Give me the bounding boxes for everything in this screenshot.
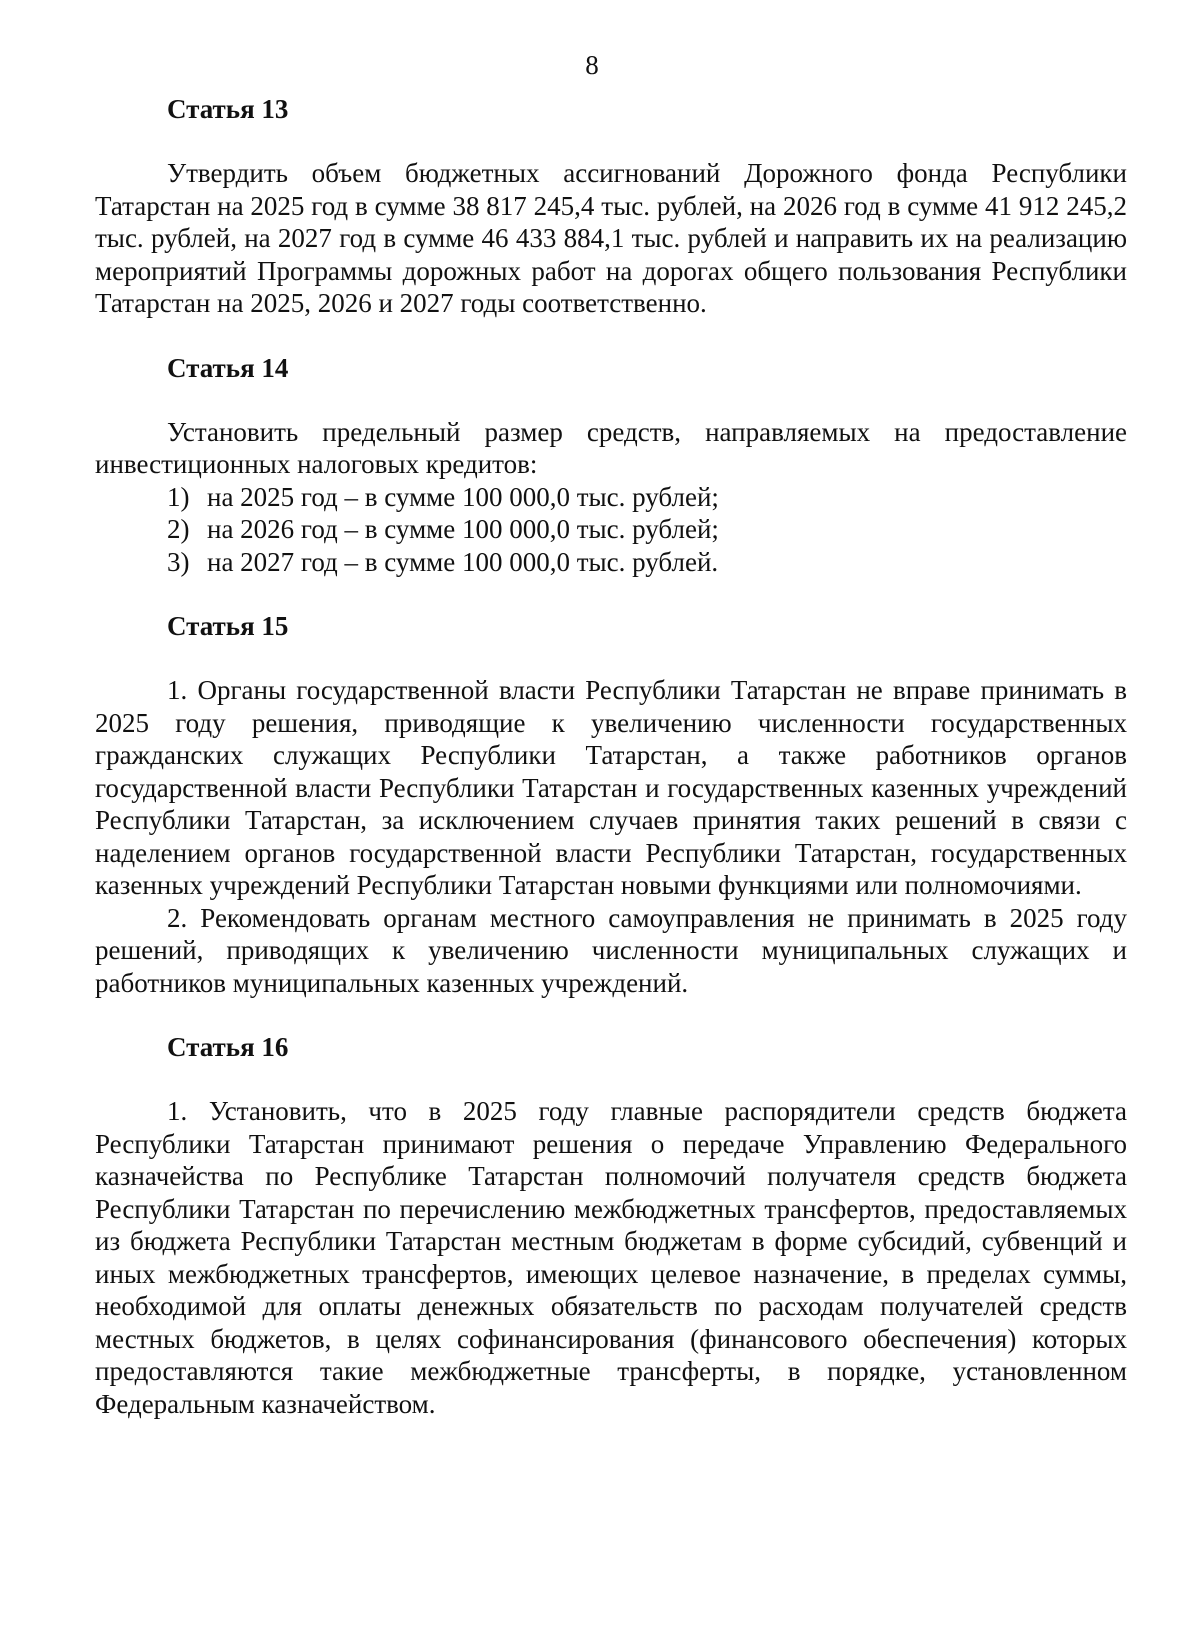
article-paragraph: 1. Установить, что в 2025 году главные распорядители средств бюджета Республики Татарстан принимают решения о передаче Управлению Федерального казначейства по Республике Татарстан полномочий получателя средств бюджета Республики Татарстан по перечислению межбюджетных трансфертов, предоставляемых из бюджета Республики Татарстан местным бюджетам в форме субсидий, субвенций и иных межбюджетных трансфертов, имеющих целевое назначение, в пределах суммы, необходимой для оплаты денежных обязательств по расходам получателей средств местных бюджетов, в целях софинансирования (финансового обеспечения) которых предоставляются такие межбюджетные трансферты, в порядке, установленном Федеральным казначейством. [95,1096,1127,1419]
article-paragraph: 1. Органы государственной власти Республики Татарстан не вправе принимать в 2025 году решения, приводящие к увеличению численности государственных гражданских служащих Республики Татарстан, а также работников органов государственной власти Республики Татарстан и государственных казенных учреждений Республики Татарстан, за исключением случаев принятия таких решений в связи с наделением органов государственной власти Республики Татарстан, государственных казенных учреждений Республики Татарстан новыми функциями или полномочиями. [95,675,1127,900]
document-body [95,93,1127,1420]
article-title: Статья 16 [167,1032,289,1062]
numbered-list [95,481,1127,579]
article-16 [95,1031,1127,1420]
list-item [167,481,1127,514]
article-title: Статья 14 [167,352,289,383]
list-item-number: 1) [167,481,190,512]
list-item [167,513,1127,546]
article-paragraph: Установить предельный размер средств, направляемых на предоставление инвестиционных налоговых кредитов: [95,416,1127,479]
list-item [167,546,1127,579]
list-item-text: на 2026 год – в сумме 100 000,0 тыс. рублей; [207,514,719,544]
article-14 [95,352,1127,579]
list-item-text: на 2025 год – в сумме 100 000,0 тыс. рублей; [207,481,719,512]
list-item-number: 3) [167,546,190,577]
article-title: Статья 13 [167,94,289,124]
page-number: 8 [585,50,599,80]
article-paragraph: 2. Рекомендовать органам местного самоуправления не принимать в 2025 году решений, приводящих к увеличению численности муниципальных служащих и работников муниципальных казенных учреждений. [95,902,1127,998]
article-15 [95,610,1127,999]
article-13 [95,93,1127,320]
article-paragraph: Утвердить объем бюджетных ассигнований Дорожного фонда Республики Татарстан на 2025 год в сумме 38 817 245,4 тыс. рублей, на 2026 год в сумме 41 912 245,2 тыс. рублей, на 2027 год в сумме 46 433 884,1 тыс. рублей и направить их на реализацию мероприятий Программы дорожных работ на дорогах общего пользования Республики Татарстан на 2025, 2026 и 2027 годы соответственно. [95,158,1127,318]
list-item-number: 2) [167,514,190,544]
article-title: Статья 15 [167,611,289,641]
list-item-text: на 2027 год – в сумме 100 000,0 тыс. рублей. [207,546,719,577]
